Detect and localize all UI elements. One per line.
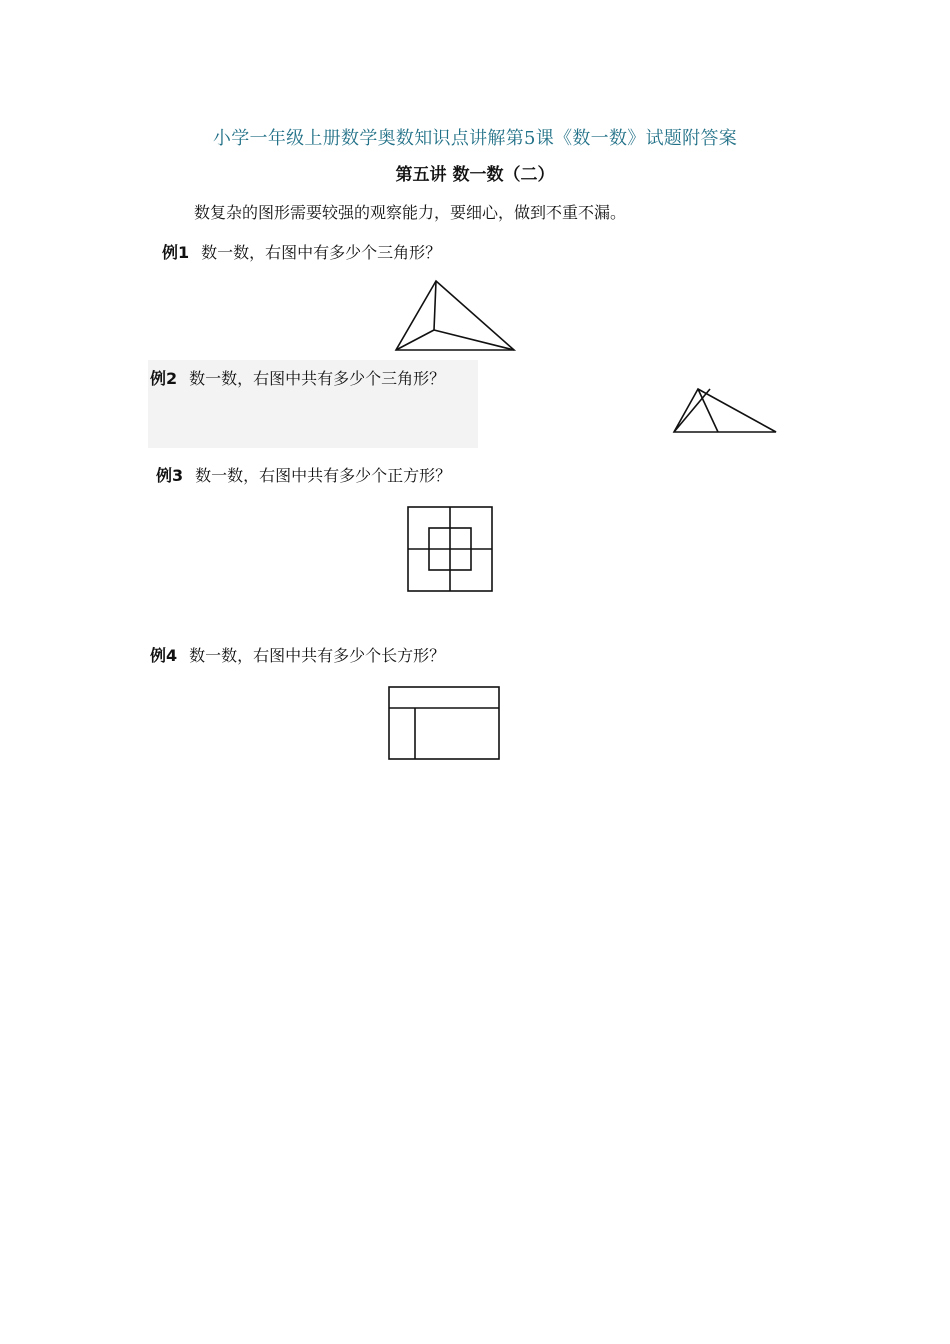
cevian-a — [698, 389, 718, 432]
divided-rectangle-figure — [386, 684, 504, 762]
outer-triangle — [396, 281, 514, 350]
interior-segment-a — [434, 281, 436, 330]
example-question: 数一数，右图中共有多少个正方形？ — [195, 466, 452, 485]
triangle-with-two-cevians-figure — [668, 386, 783, 438]
lecture-title: 第五讲 数一数（二） — [395, 165, 555, 185]
example-label: 例1 — [162, 243, 190, 262]
example-1 — [162, 240, 441, 263]
nested-squares-figure — [404, 504, 496, 594]
example-3 — [156, 463, 451, 486]
triangle-with-interior-point-figure — [390, 278, 520, 356]
example-question: 数一数，右图中共有多少个三角形？ — [189, 369, 446, 388]
example-question: 数一数，右图中有多少个三角形？ — [201, 243, 442, 262]
example-question: 数一数，右图中共有多少个长方形？ — [189, 646, 446, 665]
intro-text: 数复杂的图形需要较强的观察能力，要细心，做到不重不漏。 — [194, 203, 627, 222]
example-label: 例3 — [156, 466, 184, 485]
example-4 — [150, 643, 445, 666]
example-2 — [150, 366, 445, 389]
document-title: 小学一年级上册数学奥数知识点讲解第5课《数一数》试题附答案 — [212, 128, 738, 149]
outer-rectangle — [389, 687, 499, 759]
example-label: 例4 — [150, 646, 178, 665]
example-label: 例2 — [150, 369, 178, 388]
cevian-b — [674, 389, 710, 432]
outer-triangle — [674, 389, 776, 432]
